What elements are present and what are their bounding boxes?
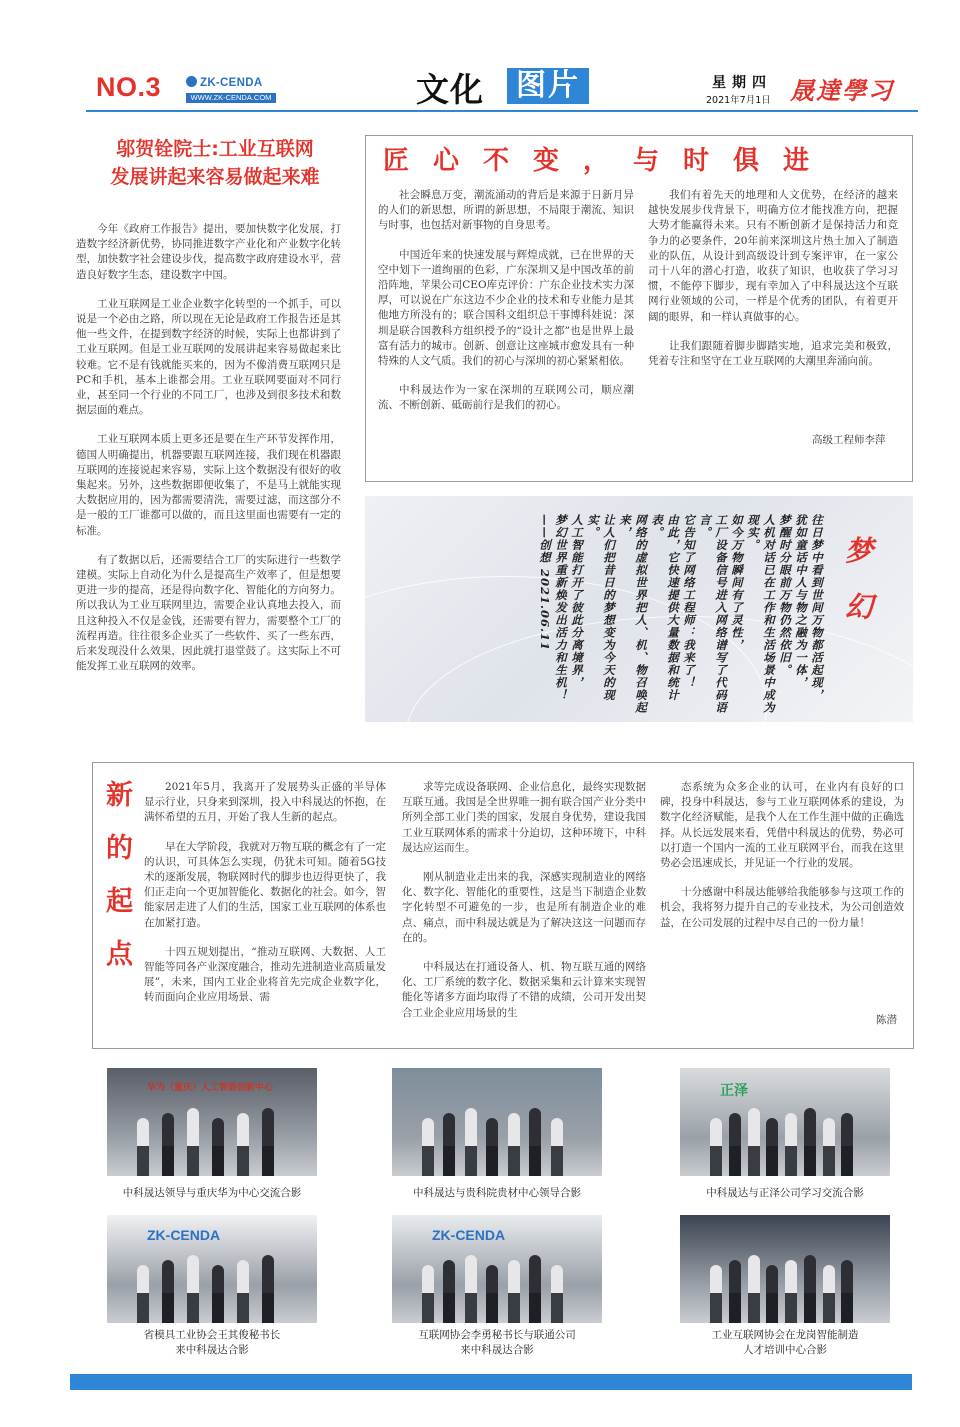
person-figure [785, 1260, 797, 1323]
weekday: 星期四 [712, 75, 772, 91]
person-figure [841, 1113, 853, 1176]
article3-column3 [660, 780, 904, 945]
article2-paragraph: 中科晟达作为一家在深圳的互联网公司，顺应潮流、不断创新、砥砺前行是我们的初心。 [378, 384, 634, 412]
person-figure [422, 1118, 434, 1176]
article3-paragraph: 十四五规划提出，“推动互联网、大数据、人工智能等同各产业深度融合，推动先进制造业高质量发展”，未来，国内工业企业将首先完成企业数字化，转而面向企业应用场景、需 [144, 945, 386, 1004]
photo-signboard: 华为（重庆）人工智能创新中心 [147, 1082, 274, 1092]
group-photo [680, 1068, 890, 1176]
article1-title-line1: 邬贺铨院士:工业互联网 [116, 138, 314, 160]
person-figure [237, 1260, 249, 1323]
person-figure [137, 1265, 149, 1323]
group-photo [107, 1068, 317, 1176]
article3-paragraph: 早在大学阶段，我就对万物互联的概念有了一定的认识，可具体怎么实现，仍犹未可知。随着5G技术的逐渐发展，物联网时代的脚步也迈得更快了，我们正走向一个更加智能化、数据化的社会。如今，智能家居走进了人们的生活，国家工业互联网的体系也在加紧打造。 [144, 840, 386, 929]
group-photo [680, 1215, 890, 1323]
article3-column1 [144, 780, 386, 1020]
person-figure [823, 1265, 835, 1323]
article3-paragraph: 刚从制造业走出来的我，深感实现制造业的网络化、数字化、智能化的重要性，这是当下制造企业数字化转型不可避免的一步，也是所有制造企业的难点、痛点，而中科晟达就是为了解决这这一问题而存在的。 [402, 871, 646, 944]
company-logo [186, 76, 262, 89]
photo-caption: 中科晟达与贵科院贵材中心领导合影 [413, 1187, 581, 1199]
logo-text: ZK-CENDA [200, 77, 263, 89]
person-figure [551, 1118, 563, 1176]
person-figure [766, 1118, 778, 1176]
person-figure [729, 1113, 741, 1176]
group-photo [392, 1215, 602, 1323]
person-figure [508, 1113, 520, 1176]
poem-text [445, 514, 825, 714]
person-figure [422, 1265, 434, 1323]
person-figure [443, 1113, 455, 1176]
photo-caption: 工业互联网协会在龙岗智能制造 人才培训中心合影 [711, 1329, 859, 1356]
article1-body [76, 222, 341, 688]
person-figure [212, 1118, 224, 1176]
person-figure [710, 1118, 722, 1176]
photo-caption: 中科晟达与正泽公司学习交流合影 [706, 1187, 864, 1199]
article1-paragraph: 工业互联网是工业企业数字化转型的一个抓手，可以说是一个必由之路，所以现在无论是政府工作报告还是其他一些文件，在提到数字经济的时候，实际上也都讲到了工业互联网。但是工业互联网的发展讲起来容易做起来比较难。它不是有钱就能买来的，因为不像消费互联网只是PC和手机，基本上谁都会用。工业互联网要面对不同行业，甚至同一个行业的不同工厂，也涉及到很多技术和数据层面的难点。 [76, 297, 341, 417]
poem-line: 让人们把昔日的梦想变为今天的现实。 [586, 514, 616, 702]
article2-paragraph: 中国近年来的快速发展与辉煌成就，已在世界的天空中划下一道绚丽的色彩，广东深圳又是中国改革的前沿阵地，苹果公司CEO库克评价：广东企业技术实力深厚，可以说在广东这边不少企业的技术和专业能力是其他地方所没有的；联合国科文组织总干事博科娃说：深圳是联合国教科方组织授予的“设计之都”也是世界上最富有活力的城市。创新、创意让这座城市愈发具有一种特殊的人文气质。我们的初心与深圳的初心紧紧相依。 [378, 248, 634, 368]
photo-signboard: ZK-CENDA [147, 1227, 221, 1243]
poem-line: 如今万物瞬间有了灵性， [730, 514, 744, 652]
person-figure [804, 1255, 816, 1323]
header-rule [86, 110, 918, 112]
poem-author: ——创想 2021.06.11 [538, 514, 552, 652]
person-figure [187, 1108, 199, 1176]
article1-paragraph: 有了数据以后，还需要结合工厂的实际进行一些数学建模。实际上自动化为什么是提高生产效率了，但是想要更进一步的提高，还是得向数字化、智能化的方向努力。所以我认为工业互联网里边，需要企业认真地去投入，而且这种投入不仅是金钱，还需要有智力，需要整个工厂的流程再造。往往很多企业买了一些软件、买了一些东西，后来发现没什么效果，因此就打退堂鼓了。这实际上不可能发挥工业互联网的效率。 [76, 553, 341, 673]
person-figure [804, 1108, 816, 1176]
photo-signboard: 正泽 [720, 1082, 748, 1098]
person-figure [529, 1108, 541, 1176]
poem-line: 工厂设备信号进入网络谱写了代码语言。 [698, 514, 728, 714]
article3-column2 [402, 780, 646, 1035]
group-photo [107, 1215, 317, 1323]
article1-paragraph: 今年《政府工作报告》提出，要加快数字化发展，打造数字经济新优势，协同推进数字产业化和产业数字化转型，加快数字社会建设步伐，提高数字政府建设水平，营造良好数字生态，建设数字中国。 [76, 223, 341, 281]
issue-date: 2021年7月1日 [706, 95, 771, 106]
person-figure [162, 1260, 174, 1323]
person-figure [748, 1108, 760, 1176]
article3-paragraph: 求等完成设备联网、企业信息化，最终实现数据互联互通。我国是全世界唯一拥有联合国产业分类中所列全部工业门类的国家，发展自身优势，建设我国工业互联网体系的需求十分迫切，这种环境下，中科晟达应运而生。 [402, 781, 646, 854]
person-figure [262, 1108, 274, 1176]
person-figure [465, 1108, 477, 1176]
photo-caption: 中科晟达领导与重庆华为中心交流合影 [122, 1187, 302, 1199]
poem-title: 梦幻 [841, 536, 874, 648]
person-figure [465, 1255, 477, 1323]
photo-caption: 省模具工业协会王其俊秘书长 来中科晟达合影 [143, 1329, 281, 1356]
section-title-left: 文化 [416, 70, 484, 109]
poem-line: 网络的虚拟世界把人、机、物召唤起来， [618, 514, 648, 714]
article2-signature: 高级工程师李萍 [812, 434, 886, 446]
person-figure [766, 1265, 778, 1323]
person-figure [508, 1260, 520, 1323]
article2-paragraph: 我们有着先天的地理和人文优势，在经济的越来越快发展步伐背景下，明确方位才能找准方向，把握大势才能赢得未来。只有不断创新才是保持活力和竞争力的必要条件，20年前来深圳这片热土加入了制造业的队伍，从设计到高级设计到专案评审，在一家公司十八年的潜心打造，收获了知识，也收获了学习习惯，不能停下脚步，现有幸加入了中科晟达这个互联网行业领域的公司，一样是个优秀的团队，有着更开阔的眼界，和一样认真做事的心。 [648, 189, 898, 323]
person-figure [137, 1118, 149, 1176]
poem-line: 梦醒时分眼前万物仍然依旧。 [778, 514, 792, 677]
article2-column2 [648, 188, 898, 383]
article3-paragraph: 2021年5月，我离开了发展势头正盛的半导体显示行业，只身来到深圳，投入中科晟达的怀抱，在满怀希望的五月，开始了我人生新的起点。 [144, 781, 386, 824]
group-photo [392, 1068, 602, 1176]
person-figure [729, 1260, 741, 1323]
poem-line: 由此，它快速提供大量数据和统计表。 [650, 514, 680, 702]
person-figure [237, 1113, 249, 1176]
person-figure [486, 1265, 498, 1323]
article2-paragraph: 让我们跟随着脚步脚踏实地，追求完美和极致，凭着专注和坚守在工业互联网的大潮里奔涌向前。 [648, 339, 898, 368]
person-figure [212, 1265, 224, 1323]
article2-paragraph: 社会瞬息万变，潮流涌动的背后是来源于日新月异的人们的新思想，所谓的新思想，不局限于潮流、知识与时事，也包括对新事物的自身思考。 [378, 189, 634, 232]
poem-line: 梦幻世界重新焕发出活力和生机！ [554, 514, 568, 702]
person-figure [841, 1260, 853, 1323]
poem-line: 往日梦中看到世间万物都活起现， [810, 514, 824, 702]
photo-caption: 互联网协会李勇秘书长与联通公司 来中科晟达合影 [418, 1329, 576, 1356]
article3-paragraph: 中科晟达在打通设备人、机、物互联互通的网络化、工厂系统的数字化、数据采集和云计算来实现智能化等诸多方面均取得了不错的成绩，公司开发出契合工业企业应用场景的生 [402, 961, 646, 1019]
poem-line: 犹如童话中人与物之融为一体， [794, 514, 808, 689]
issue-number: NO.3 [96, 72, 162, 102]
poem-line: 它告知了网络工程师：我来了！ [682, 514, 696, 689]
person-figure [785, 1113, 797, 1176]
person-figure [529, 1255, 541, 1323]
article1-title [70, 135, 360, 191]
person-figure [748, 1255, 760, 1323]
person-figure [551, 1265, 563, 1323]
person-figure [262, 1255, 274, 1323]
person-figure [443, 1260, 455, 1323]
person-figure [162, 1113, 174, 1176]
logo-url: WWW.ZK-CENDA.COM [186, 93, 276, 103]
logo-mark-icon [186, 76, 197, 87]
brand-calligraphy: 晟達學习 [790, 76, 894, 105]
poem-line: 人工智能打开了彼此分离境界， [570, 514, 584, 689]
poem-panel [365, 496, 913, 722]
article2-title: 匠心不变，与时俱进 [383, 146, 834, 176]
article3-title: 新的起点 [101, 780, 132, 992]
article3-paragraph: 态系统为众多企业的认可，在业内有良好的口碑，投身中科晟达，参与工业互联网体系的建设，为数字化经济赋能，是我个人在工作生涯中做的正确选择。从长远发展来看，凭借中科晟达的优势，势必可以打造一个国内一流的工业互联网平台，而我在这里势必会迅速成长，并见证一个行业的发展。 [660, 781, 904, 870]
article1-paragraph: 工业互联网本质上更多还是要在生产环节发挥作用，德国人明确提出，机器要跟互联网连接，我们现在机器跟互联网的连接说起来容易，实际上这个数据没有很好的收集起来。另外，这些数据即便收集了，不是马上就能实现大数据应用的，因为都需要清洗，需要过滤，而这部分不是一般的工厂谁都可以做的，而且这里面也需要有一定的标准。 [76, 433, 341, 537]
article3-paragraph: 十分感谢中科晟达能够给我能够参与这项工作的机会，我将努力提升自己的专业技术，为公司创造效益，在公司发展的过程中尽自己的一份力量！ [660, 886, 904, 929]
footer-bar [70, 1374, 912, 1390]
section-title-right: 图片 [507, 68, 589, 104]
photo-signboard: ZK-CENDA [432, 1227, 506, 1243]
article2-column1 [378, 188, 634, 428]
person-figure [486, 1118, 498, 1176]
article1-title-line2: 发展讲起来容易做起来难 [110, 166, 320, 188]
person-figure [823, 1118, 835, 1176]
person-figure [187, 1255, 199, 1323]
poem-line: 人机对话已在工作和生活场景中成为现实。 [746, 514, 776, 714]
person-figure [710, 1265, 722, 1323]
article3-signature: 陈潜 [876, 1014, 897, 1026]
